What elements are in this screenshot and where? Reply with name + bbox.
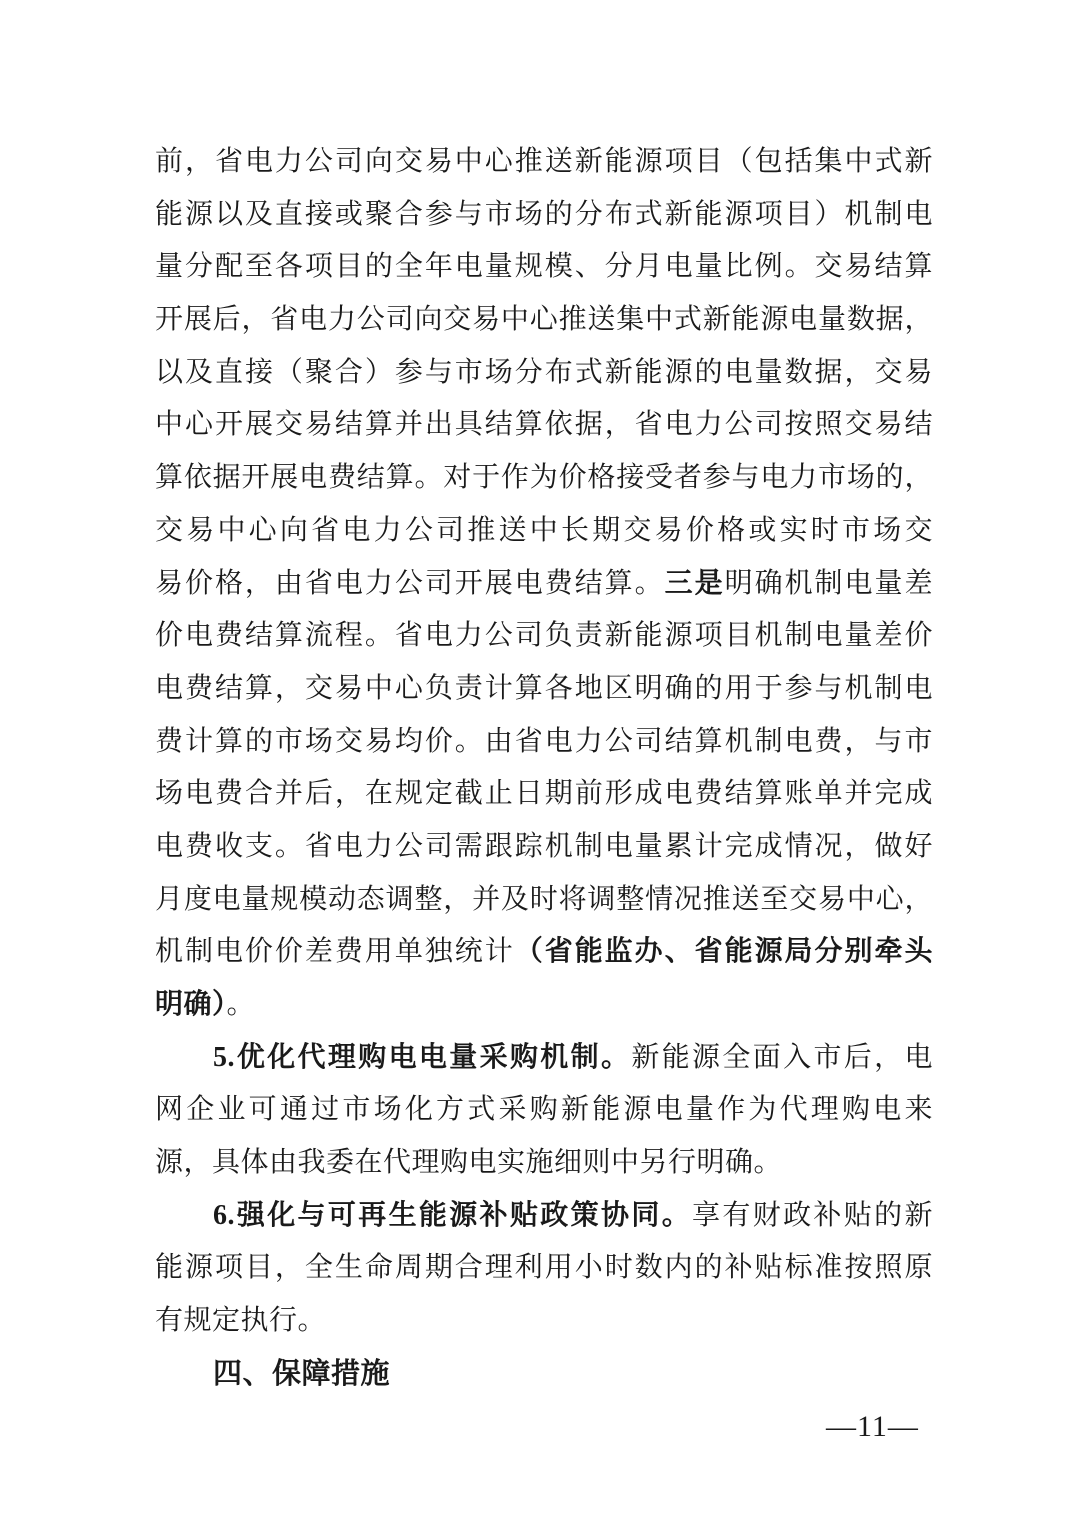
text-run: 源，具体由我委在代理购电实施细则中另行明确。 <box>155 1147 783 1179</box>
text-run: 开展后，省电力公司向交易中心推送集中式新能源电量数据， <box>155 304 933 336</box>
text-line <box>155 1032 933 1085</box>
text-line <box>155 1295 933 1348</box>
text-line <box>155 452 933 505</box>
text-run: 前，省电力公司向交易中心推送新能源项目（包括集中式新 <box>155 146 933 177</box>
bold-text-run: （省能监办、省能源局分别牵头 <box>514 936 933 968</box>
section-heading-text: 四、保障措施 <box>213 1357 391 1390</box>
text-run: 量分配至各项目的全年电量规模、分月电量比例。交易结算 <box>155 251 933 283</box>
text-line <box>155 663 933 716</box>
text-run: 交易中心向省电力公司推送中长期交易价格或实时市场交 <box>155 514 933 546</box>
text-run: 电费结算，交易中心负责计算各地区明确的用于参与机制电 <box>155 672 933 704</box>
text-run: 能源项目，全生命周期合理利用小时数内的补贴标准按照原 <box>155 1252 933 1284</box>
text-line <box>155 505 933 558</box>
text-run: 易价格，由省电力公司开展电费结算。 <box>155 567 665 599</box>
text-run: 价电费结算流程。省电力公司负责新能源项目机制电量差价 <box>155 620 933 652</box>
text-run: 以及直接（聚合）参与市场分布式新能源的电量数据，交易 <box>155 356 933 388</box>
text-run: 费计算的市场交易均价。由省电力公司结算机制电费，与市 <box>155 725 933 757</box>
text-line <box>155 241 933 294</box>
text-run: 算依据开展电费结算。对于作为价格接受者参与电力市场的， <box>155 462 933 494</box>
text-line <box>155 979 933 1032</box>
text-line <box>155 1084 933 1137</box>
bold-text-run: 三是 <box>664 567 725 599</box>
page-number: —11— <box>826 1410 919 1443</box>
text-line <box>155 189 933 242</box>
text-line <box>155 821 933 874</box>
text-run: 能源以及直接或聚合参与市场的分布式新能源项目）机制电 <box>155 198 933 230</box>
text-run: 电费收支。省电力公司需跟踪机制电量累计完成情况，做好 <box>155 830 933 862</box>
document-body <box>155 136 933 1401</box>
text-line <box>155 347 933 400</box>
text-line <box>155 399 933 452</box>
text-line <box>155 1242 933 1295</box>
text-run: 享有财政补贴的新 <box>692 1199 933 1231</box>
text-run: 网企业可通过市场化方式采购新能源电量作为代理购电来 <box>155 1094 933 1126</box>
text-line <box>155 926 933 979</box>
text-line <box>155 1190 933 1243</box>
text-run: 月度电量规模动态调整，并及时将调整情况推送至交易中心， <box>155 883 933 915</box>
text-line <box>155 768 933 821</box>
text-line <box>155 1137 933 1190</box>
bold-text-run: 5.优化代理购电电量采购机制。 <box>213 1041 632 1073</box>
text-line <box>155 136 933 189</box>
text-line <box>155 874 933 927</box>
bold-text-run: 6.强化与可再生能源补贴政策协同。 <box>213 1199 693 1231</box>
text-line <box>155 610 933 663</box>
bold-text-run: 明确） <box>155 989 227 1020</box>
text-run: 明确机制电量差 <box>724 567 933 599</box>
text-line <box>155 716 933 769</box>
section-heading <box>155 1348 933 1401</box>
text-run: 。 <box>226 989 256 1020</box>
text-line <box>155 558 933 611</box>
text-run: 场电费合并后，在规定截止日期前形成电费结算账单并完成 <box>155 778 933 810</box>
text-run: 有规定执行。 <box>155 1305 327 1337</box>
text-run: 中心开展交易结算并出具结算依据，省电力公司按照交易结 <box>155 409 933 441</box>
text-line <box>155 294 933 347</box>
text-run: 机制电价价差费用单独统计 <box>155 936 515 968</box>
text-run: 新能源全面入市后，电 <box>631 1041 933 1073</box>
